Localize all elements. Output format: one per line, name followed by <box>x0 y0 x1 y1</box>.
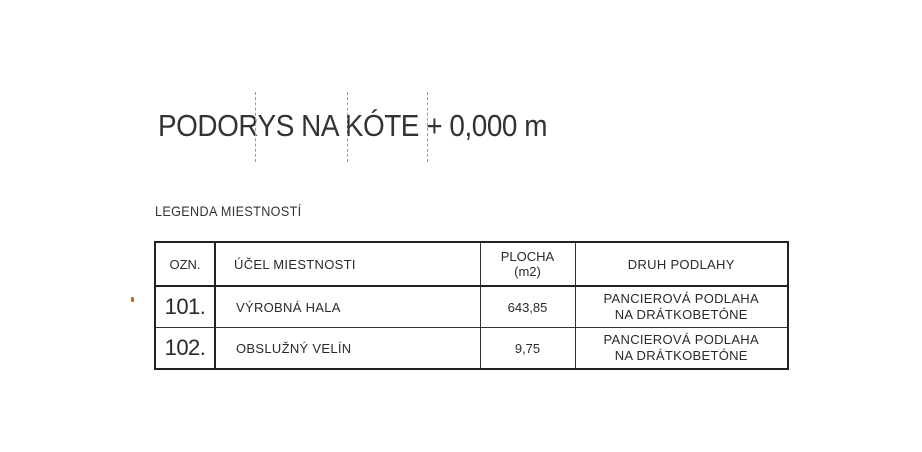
header-plocha <box>480 242 575 286</box>
cell-druh-line1: PANCIEROVÁ PODLAHA <box>603 291 759 306</box>
header-ozn: OZN. <box>155 242 215 286</box>
header-ucel-label: ÚČEL MIESTNOSTI <box>234 256 356 272</box>
guide-line-left <box>255 92 256 162</box>
table-row <box>155 286 788 328</box>
header-plocha-line1: PLOCHA <box>500 249 555 264</box>
guide-line-middle <box>347 92 348 162</box>
cell-ucel: VÝROBNÁ HALA <box>215 286 480 328</box>
legend-title: LEGENDA MIESTNOSTÍ <box>155 203 302 219</box>
cell-druh-line1: PANCIEROVÁ PODLAHA <box>603 332 759 347</box>
cell-druh <box>575 328 788 370</box>
cell-druh-line2: NA DRÁTKOBETÓNE <box>614 307 748 322</box>
cell-ucel: OBSLUŽNÝ VELÍN <box>215 328 480 370</box>
header-ucel <box>215 242 480 286</box>
cell-ozn: 101. <box>155 286 215 328</box>
cell-plocha: 9,75 <box>480 328 575 370</box>
cell-ozn: 102. <box>155 328 215 370</box>
cell-druh <box>575 286 788 328</box>
header-druh: DRUH PODLAHY <box>575 242 788 286</box>
cell-plocha: 643,85 <box>480 286 575 328</box>
table-row <box>155 328 788 370</box>
scan-speck <box>131 297 134 302</box>
table-header-row <box>155 242 788 286</box>
cell-druh-line2: NA DRÁTKOBETÓNE <box>614 348 748 363</box>
page-title: PODORYS NA KÓTE + 0,000 m <box>158 108 548 143</box>
header-plocha-line2: (m2) <box>514 264 541 279</box>
room-legend-table <box>154 241 789 370</box>
guide-line-right <box>427 92 428 162</box>
